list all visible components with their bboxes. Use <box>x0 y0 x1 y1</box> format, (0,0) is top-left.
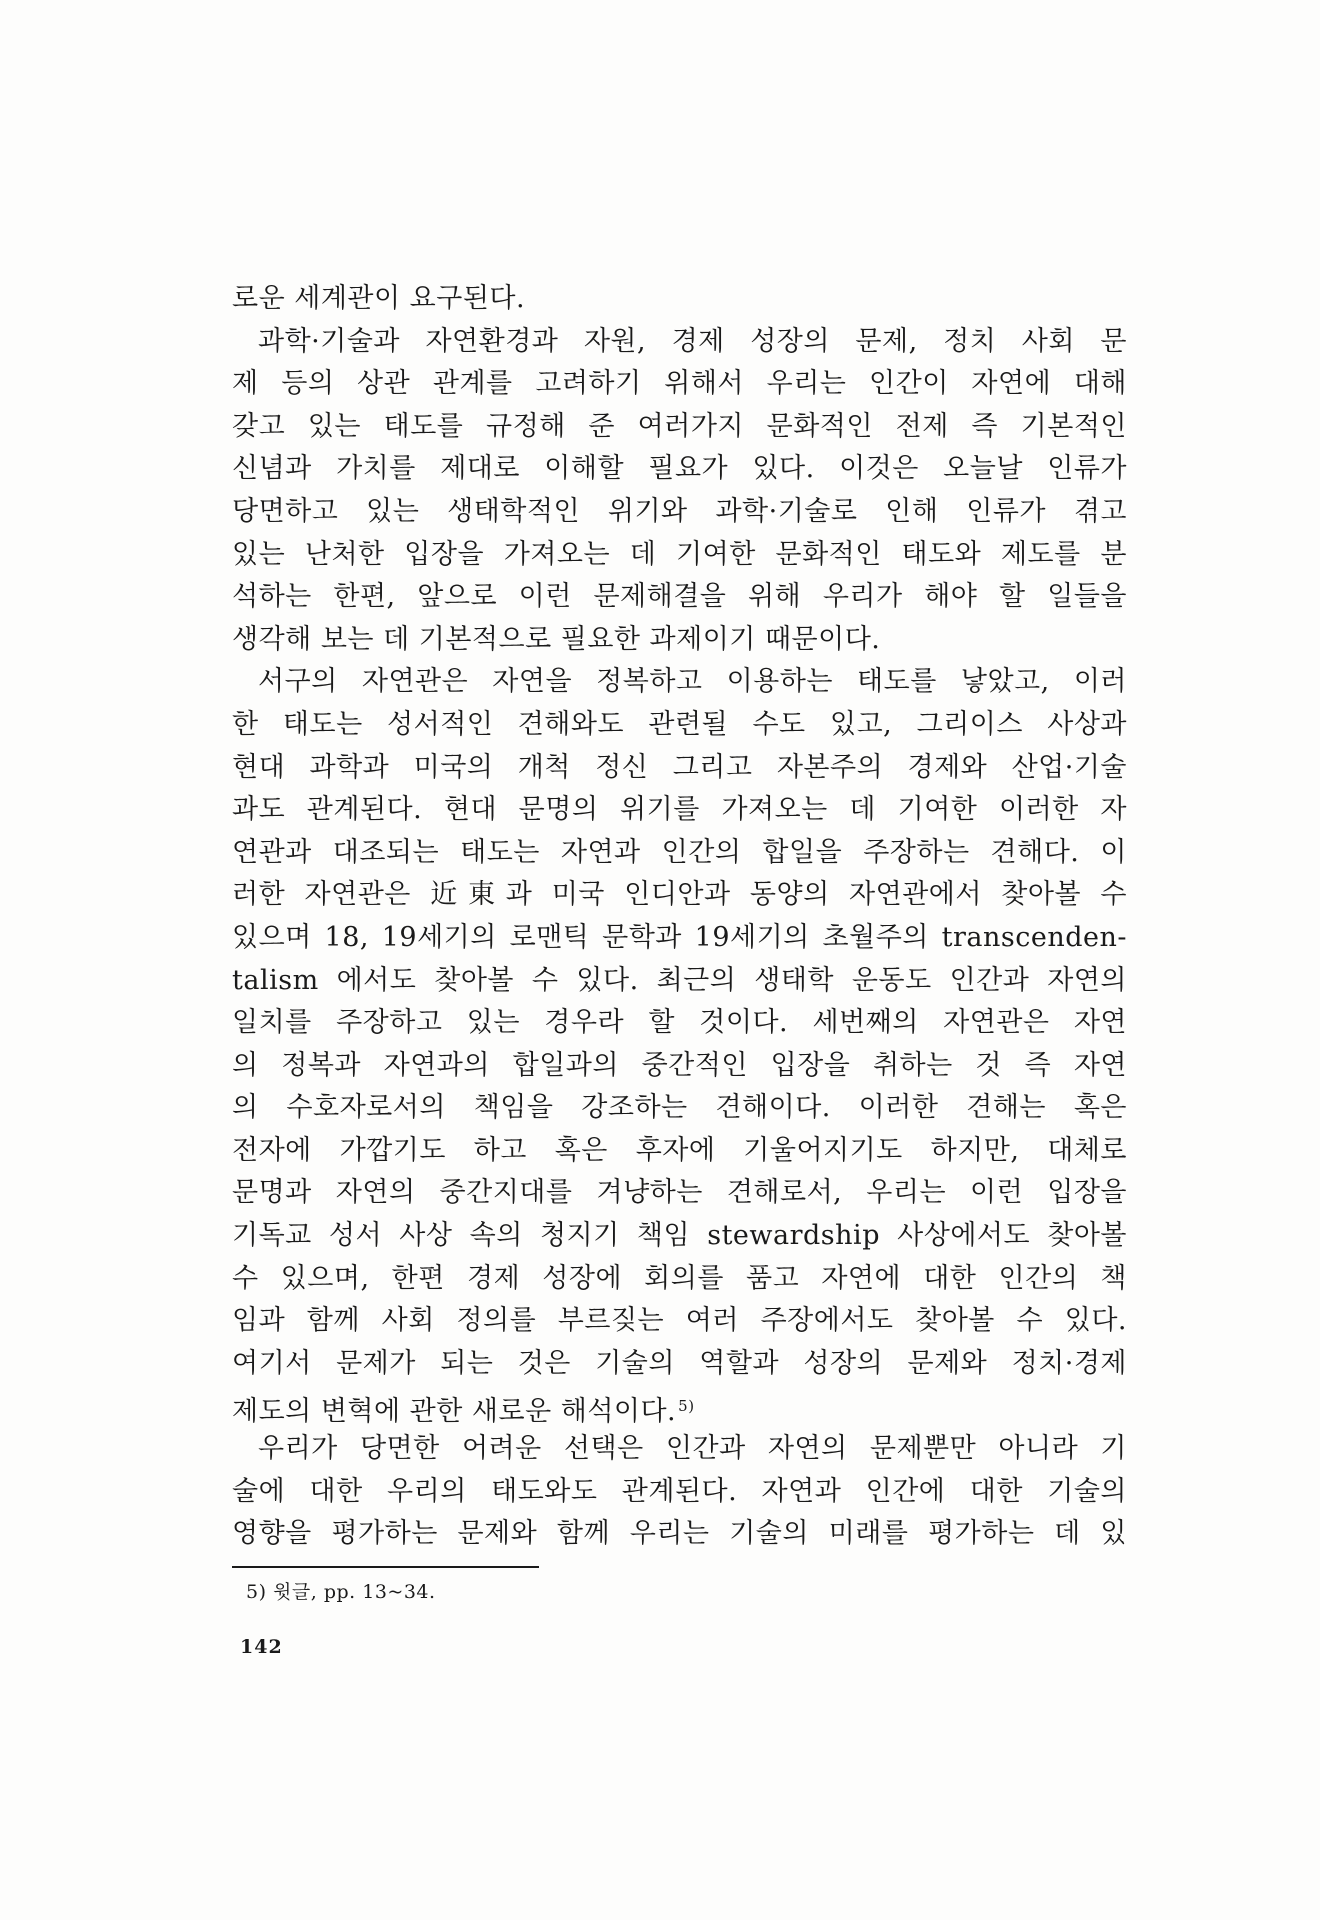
text-line: 기독교 성서 사상 속의 청지기 책임 stewardship 사상에서도 찾아볼 <box>232 1220 1127 1252</box>
body-text <box>232 278 1127 1556</box>
footnote: 5) 윗글, pp. 13~34. <box>246 1581 436 1603</box>
text-line: 술에 대한 우리의 태도와도 관계된다. 자연과 인간에 대한 기술의 <box>232 1475 1127 1507</box>
paragraph-start-line: 우리가 당면한 어려운 선택은 인간과 자연의 문제뿐만 아니라 기 <box>258 1433 1127 1465</box>
text-line: 여기서 문제가 되는 것은 기술의 역할과 성장의 문제와 정치·경제 <box>232 1347 1127 1379</box>
text-line: 전자에 가깝기도 하고 혹은 후자에 기울어지기도 하지만, 대체로 <box>232 1134 1127 1166</box>
text-line: 영향을 평가하는 문제와 함께 우리는 기술의 미래를 평가하는 데 있 <box>232 1518 1127 1550</box>
paragraph-start-line: 과학·기술과 자연환경과 자원, 경제 성장의 문제, 정치 사회 문 <box>258 325 1127 357</box>
text-line: 석하는 한편, 앞으로 이런 문제해결을 위해 우리가 해야 할 일들을 <box>232 581 1127 613</box>
text-line: 일치를 주장하고 있는 경우라 할 것이다. 세번째의 자연관은 자연 <box>232 1007 1127 1039</box>
text-line: 과도 관계된다. 현대 문명의 위기를 가져오는 데 기여한 이러한 자 <box>232 794 1127 826</box>
text-line: 수 있으며, 한편 경제 성장에 회의를 품고 자연에 대한 인간의 책 <box>232 1262 1127 1294</box>
line-text: 제도의 변혁에 관한 새로운 해석이다. <box>232 1396 677 1428</box>
text-line: 의 수호자로서의 책임을 강조하는 견해이다. 이러한 견해는 혹은 <box>232 1092 1127 1124</box>
text-line: talism 에서도 찾아볼 수 있다. 최근의 생태학 운동도 인간과 자연의 <box>232 964 1127 996</box>
text-line: 현대 과학과 미국의 개척 정신 그리고 자본주의 경제와 산업·기술 <box>232 751 1127 783</box>
text-line: 러한 자연관은 近東과 미국 인디안과 동양의 자연관에서 찾아볼 수 <box>232 879 1127 911</box>
page-number: 142 <box>240 1636 283 1658</box>
text-line: 임과 함께 사회 정의를 부르짖는 여러 주장에서도 찾아볼 수 있다. <box>232 1305 1127 1337</box>
paragraph-end-line: 생각해 보는 데 기본적으로 필요한 과제이기 때문이다. <box>232 623 881 655</box>
text-line: 있는 난처한 입장을 가져오는 데 기여한 문화적인 태도와 제도를 분 <box>232 538 1127 570</box>
footnote-divider <box>232 1566 539 1568</box>
text-line: 있으며 18, 19세기의 로맨틱 문학과 19세기의 초월주의 transcenden- <box>232 921 1127 953</box>
footnote-reference: 5) <box>678 1397 695 1416</box>
text-line: 한 태도는 성서적인 견해와도 관련될 수도 있고, 그리이스 사상과 <box>232 708 1127 740</box>
paragraph-start-line: 서구의 자연관은 자연을 정복하고 이용하는 태도를 낳았고, 이러 <box>258 666 1127 698</box>
text-line: 연관과 대조되는 태도는 자연과 인간의 합일을 주장하는 견해다. 이 <box>232 836 1127 868</box>
text-line: 제 등의 상관 관계를 고려하기 위해서 우리는 인간이 자연에 대해 <box>232 368 1127 400</box>
text-line: 신념과 가치를 제대로 이해할 필요가 있다. 이것은 오늘날 인류가 <box>232 453 1127 485</box>
text-line: 의 정복과 자연과의 합일과의 중간적인 입장을 취하는 것 즉 자연 <box>232 1049 1127 1081</box>
text-line: 당면하고 있는 생태학적인 위기와 과학·기술로 인해 인류가 겪고 <box>232 495 1127 527</box>
text-line: 갖고 있는 태도를 규정해 준 여러가지 문화적인 전제 즉 기본적인 <box>232 410 1127 442</box>
text-line: 로운 세계관이 요구된다. <box>232 283 526 314</box>
paragraph-end-line <box>232 1385 1127 1428</box>
text-line: 문명과 자연의 중간지대를 겨냥하는 견해로서, 우리는 이런 입장을 <box>232 1177 1127 1209</box>
